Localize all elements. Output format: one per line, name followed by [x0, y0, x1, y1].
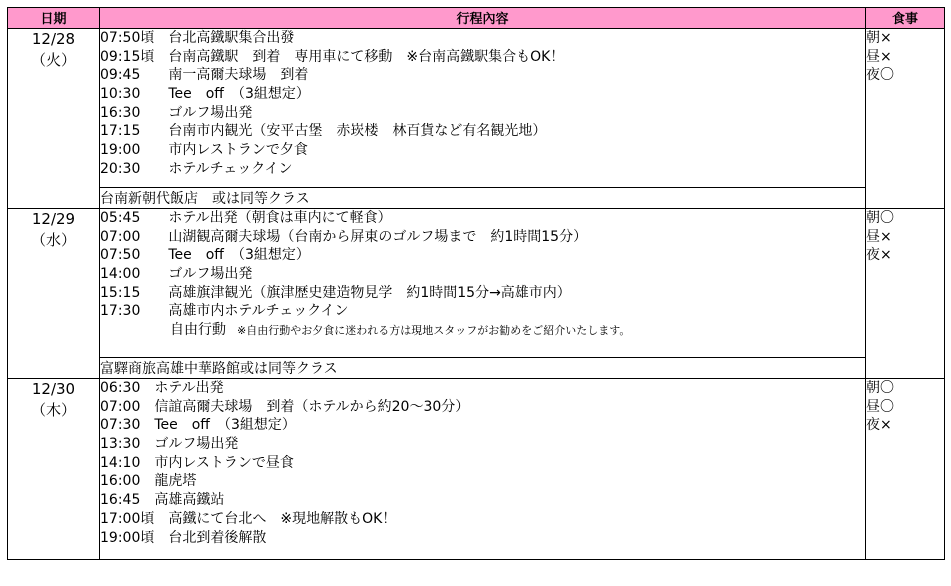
schedule-item: 09:15頃 台南高鐵駅 到着 専用車にて移動 ※台南高鐵駅集合もOK！	[100, 48, 565, 65]
day-row-1228	[8, 29, 945, 188]
schedule-item: 19:00 市内レストランで夕食	[100, 142, 308, 159]
meal-breakfast: 朝〇	[866, 380, 894, 396]
schedule-item: 07:00 山湖観高爾夫球場（台南から屏東のゴルフ場まで 約1時間15分）	[100, 228, 588, 245]
meal-lunch: 昼〇	[866, 398, 894, 415]
schedule-item: 17:15 台南市内観光（安平古堡 赤崁楼 林百貨など有名観光地）	[100, 123, 547, 140]
day-row-1230	[8, 379, 945, 560]
schedule-item: 16:00 龍虎塔	[100, 473, 197, 490]
meals-cell-1228	[866, 29, 945, 209]
header-row	[8, 8, 945, 29]
schedule-item: 07:30 Tee off （3組想定）	[100, 417, 296, 434]
hotel-cell-1229: 富驛商旅高雄中華路館或は同等クラス	[100, 358, 866, 379]
itinerary-table	[7, 7, 945, 560]
date-cell-1228	[8, 29, 100, 209]
schedule-cell-1229	[100, 209, 866, 358]
schedule-item: 15:15 高雄旗津観光（旗津歴史建造物見学 約1時間15分→高雄市内）	[100, 284, 571, 301]
date-cell-1230	[8, 379, 100, 560]
schedule-item: 13:30 ゴルフ場出発	[100, 436, 239, 453]
note-lead: 自由行動	[100, 322, 226, 339]
schedule-item: 09:45 南一高爾夫球場 到着	[100, 67, 309, 84]
schedule-item: 20:30 ホテルチェックイン	[100, 160, 293, 177]
schedule-item: 16:45 高雄高鐵站	[100, 492, 225, 509]
header-meals: 食事	[866, 8, 945, 29]
schedule-item: 05:45 ホテル出発（朝食は車内にて軽食）	[100, 210, 392, 226]
note-small: ※自由行動やお夕食に迷われる方は現地スタッフがお勧めをご紹介いたします。	[226, 324, 631, 338]
schedule-cell-1230	[100, 379, 866, 560]
schedule-item: 07:50 Tee off （3組想定）	[100, 247, 310, 264]
schedule-item: 14:10 市内レストランで昼食	[100, 454, 294, 471]
header-itinerary: 行程內容	[100, 8, 866, 29]
meal-dinner: 夜×	[866, 247, 892, 264]
meal-dinner: 夜×	[866, 417, 892, 434]
meal-breakfast: 朝〇	[866, 210, 894, 226]
schedule-cell-1228	[100, 29, 866, 188]
schedule-item: 14:00 ゴルフ場出発	[100, 266, 253, 283]
date-label: 12/30	[31, 380, 76, 398]
meals-cell-1229	[866, 209, 945, 379]
header-date: 日期	[8, 8, 100, 29]
meal-dinner: 夜〇	[866, 67, 894, 84]
meal-breakfast: 朝×	[866, 30, 892, 46]
hotel-cell-1228: 台南新朝代飯店 或は同等クラス	[100, 188, 866, 209]
meal-lunch: 昼×	[866, 228, 892, 245]
schedule-item: 19:00頃 台北到着後解散	[100, 529, 267, 546]
schedule-note	[100, 321, 865, 340]
date-cell-1229	[8, 209, 100, 379]
weekday-label: （水）	[30, 231, 76, 249]
date-label: 12/28	[31, 30, 76, 48]
schedule-item: 17:30 高雄市内ホテルチェックイン	[100, 303, 349, 320]
schedule-item: 16:30 ゴルフ場出発	[100, 104, 253, 121]
date-label: 12/29	[31, 210, 76, 228]
meals-cell-1230	[866, 379, 945, 560]
meal-lunch: 昼×	[866, 48, 892, 65]
weekday-label: （火）	[30, 51, 76, 69]
hotel-row-1229	[8, 358, 945, 379]
day-row-1229	[8, 209, 945, 358]
schedule-item: 07:50頃 台北高鐵駅集合出發	[100, 30, 295, 46]
schedule-item: 17:00頃 高鐵にて台北へ ※現地解散もOK！	[100, 510, 397, 527]
schedule-item: 06:30 ホテル出発	[100, 380, 224, 396]
weekday-label: （木）	[30, 401, 76, 419]
schedule-item: 07:00 信誼高爾夫球場 到着（ホテルから約20～30分）	[100, 398, 470, 415]
schedule-item: 10:30 Tee off （3組想定）	[100, 86, 310, 103]
hotel-row-1228	[8, 188, 945, 209]
